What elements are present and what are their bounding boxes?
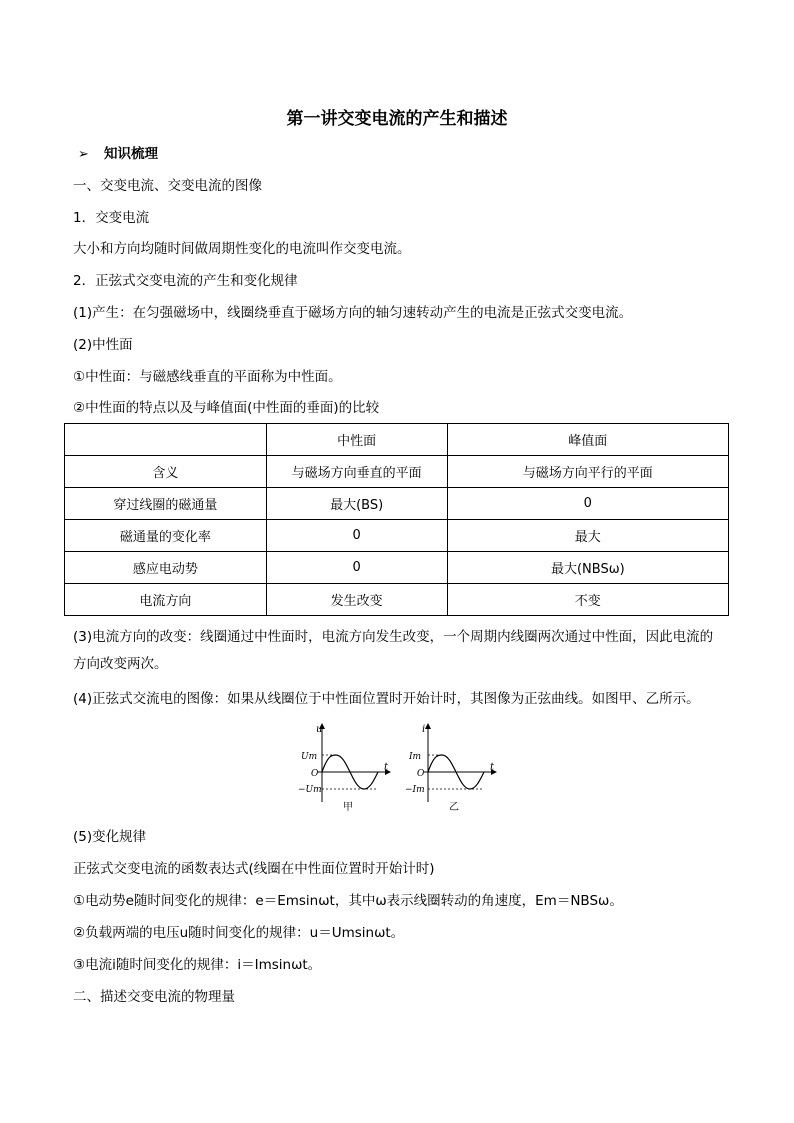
origin-label: O — [311, 769, 319, 779]
peak-label: Im — [409, 752, 422, 762]
paragraph-text: (1)产生：在匀强磁场中，线圈绕垂直于磁场方向的轴匀速转动产生的电流是正弦式交变电流。 — [73, 305, 633, 321]
table-cell: 0 — [266, 520, 447, 552]
neg-peak-label: −Um — [298, 785, 322, 795]
neg-peak-label: −Im — [405, 785, 425, 795]
paragraph-text: (2)中性面 — [73, 337, 133, 353]
paragraph-text: ②中性面的特点以及与峰值面(中性面的垂面)的比较 — [73, 400, 380, 416]
figure-jia — [298, 718, 398, 817]
formula-emf: ①电动势e随时间变化的规律：e＝Emsinωt，其中ω表示线圈转动的角速度，Em＝NBSω。 — [73, 893, 623, 909]
table-cell: 0 — [447, 488, 728, 520]
table-row — [65, 456, 729, 488]
table-cell: 最大(NBSω) — [447, 552, 728, 584]
table-row — [65, 584, 729, 616]
y-axis-label: i — [422, 724, 426, 735]
table-cell — [65, 424, 267, 456]
paragraph-subheading-1: 1．交变电流 — [73, 210, 150, 226]
paragraph-heading-1: 一、交变电流、交变电流的图像 — [73, 178, 262, 194]
table-row — [65, 552, 729, 584]
table-cell: 电流方向 — [65, 584, 267, 616]
section-heading-text: 知识梳理 — [104, 146, 158, 162]
table-cell: 磁通量的变化率 — [65, 520, 267, 552]
table-cell: 最大(BS) — [266, 488, 447, 520]
paragraph-text: (5)变化规律 — [73, 829, 147, 845]
table-cell: 发生改变 — [266, 584, 447, 616]
formula-voltage: ②负载两端的电压u随时间变化的规律：u＝Umsinωt。 — [73, 925, 405, 941]
comparison-table — [64, 423, 729, 616]
page-title: 第一讲交变电流的产生和描述 — [286, 109, 508, 129]
figure-caption: 甲 — [343, 802, 353, 813]
table-cell: 含义 — [65, 456, 267, 488]
paragraph-text: (3)电流方向的改变：线圈通过中性面时，电流方向发生改变，一个周期内线圈两次通过中性面，因此电流的方向改变两次。 — [73, 629, 714, 672]
table-cell: 与磁场方向垂直的平面 — [266, 456, 447, 488]
t-axis-label: t — [490, 762, 495, 773]
arrow-bullet-icon: ➢ — [78, 147, 89, 162]
table-header-row — [65, 424, 729, 456]
paragraph-text: 大小和方向均随时间做周期性变化的电流叫作交变电流。 — [73, 241, 411, 257]
table-row — [65, 520, 729, 552]
table-cell: 中性面 — [266, 424, 447, 456]
paragraph-heading-2: 二、描述交变电流的物理量 — [73, 989, 235, 1005]
table-row — [65, 488, 729, 520]
table-cell: 穿过线圈的磁通量 — [65, 488, 267, 520]
table-cell: 与磁场方向平行的平面 — [447, 456, 728, 488]
y-axis-label: u — [316, 724, 323, 735]
paragraph-text: 正弦式交变电流的函数表达式(线圈在中性面位置时开始计时) — [73, 861, 435, 877]
origin-label: O — [417, 769, 425, 779]
table-cell: 不变 — [447, 584, 728, 616]
paragraph-text: ①中性面：与磁感线垂直的平面称为中性面。 — [73, 369, 342, 385]
section-heading — [78, 144, 158, 165]
sine-graph-jia — [298, 718, 398, 813]
table-cell: 感应电动势 — [65, 552, 267, 584]
table-cell: 峰值面 — [447, 424, 728, 456]
formula-current: ③电流i随时间变化的规律：i＝Imsinωt。 — [73, 957, 322, 973]
table-cell: 0 — [266, 552, 447, 584]
paragraph-text: (4)正弦式交流电的图像：如果从线圈位于中性面位置时开始计时，其图像为正弦曲线。如图甲、乙所示。 — [73, 691, 700, 707]
figure-caption: 乙 — [449, 802, 459, 813]
table-cell: 最大 — [447, 520, 728, 552]
sine-graph-yi — [404, 718, 504, 813]
figure-yi — [404, 718, 504, 817]
peak-label: Um — [301, 752, 318, 762]
t-axis-label: t — [384, 762, 389, 773]
paragraph-subheading-2: 2．正弦式交变电流的产生和变化规律 — [73, 273, 298, 289]
